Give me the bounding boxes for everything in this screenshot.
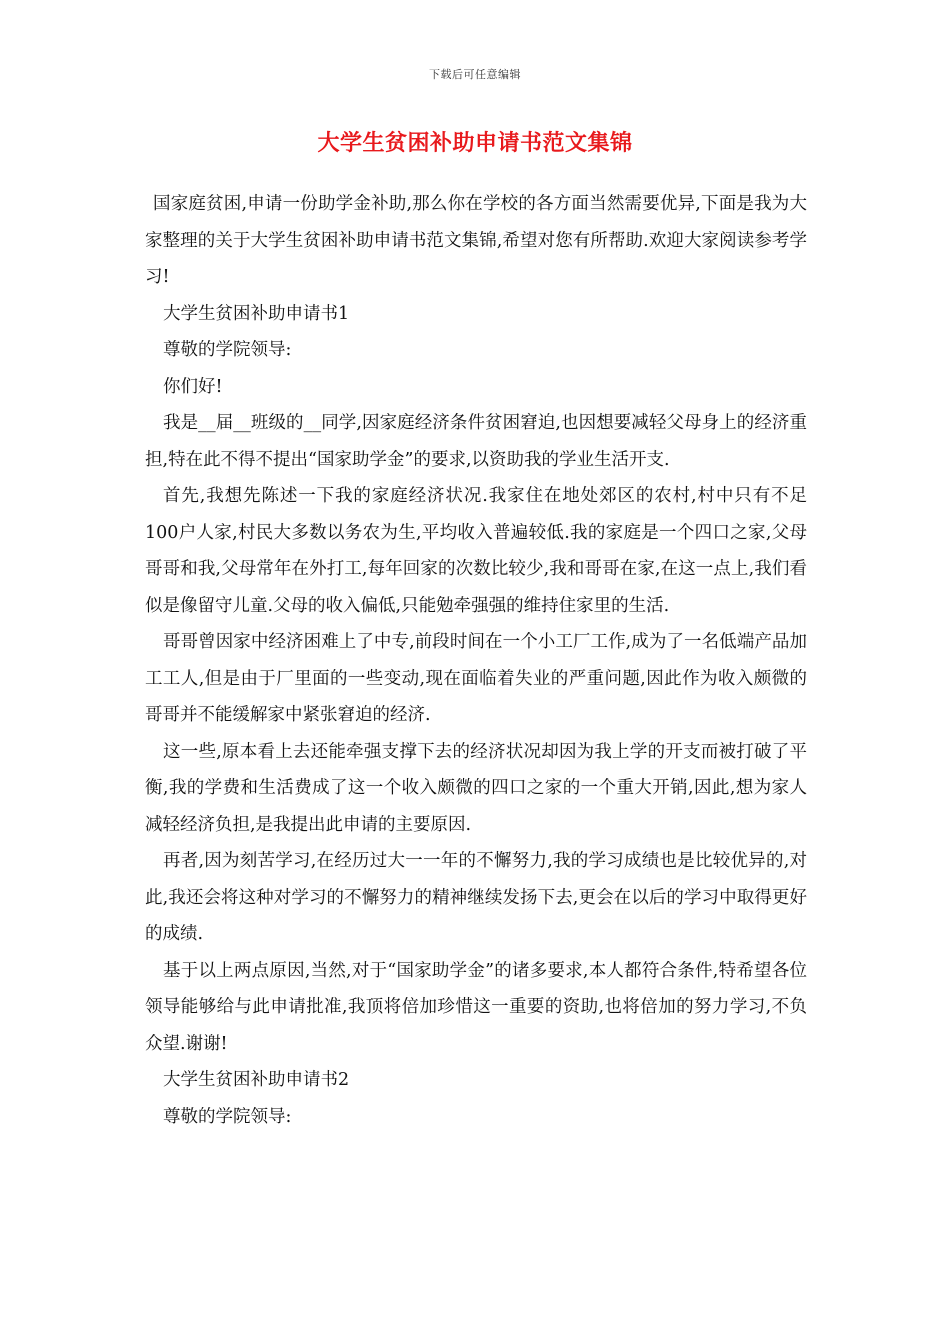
letter-2-heading: 大学生贫困补助申请书2	[163, 1070, 350, 1090]
letter-2-salutation: 尊敬的学院领导:	[163, 1106, 292, 1127]
letter-1-paragraph: 哥哥曾因家中经济困难上了中专,前段时间在一个小工厂工作,成为了一名低端产品加工工人,但是由于厂里面的一些变动,现在面临着失业的严重问题,因此作为收入颇微的哥哥并不能缓解家中紧张窘迫的经济.	[145, 632, 807, 725]
intro-paragraph: 国家庭贫困,申请一份助学金补助,那么你在学校的各方面当然需要优异,下面是我为大家整理的关于大学生贫困补助申请书范文集锦,希望对您有所帮助.欢迎大家阅读参考学习!	[145, 194, 807, 287]
letter-1-paragraph: 这一些,原本看上去还能牵强支撑下去的经济状况却因为我上学的开支而被打破了平衡,我的学费和生活费成了这一个收入颇微的四口之家的一个重大开销,因此,想为家人减轻经济负担,是我提出此申请的主要原因.	[145, 741, 807, 835]
letter-1-paragraph: 我是__届__班级的__同学,因家庭经济条件贫困窘迫,也因想要减轻父母身上的经济重担,特在此不得不提出“国家助学金”的要求,以资助我的学业生活开支.	[145, 413, 807, 470]
page-header-note: 下载后可任意编辑	[429, 68, 521, 81]
letter-1-heading: 大学生贫困补助申请书1	[163, 303, 350, 324]
document-title: 大学生贫困补助申请书范文集锦	[317, 130, 633, 156]
letter-1-paragraph: 再者,因为刻苦学习,在经历过大一一年的不懈努力,我的学习成绩也是比较优异的,对此,我还会将这种对学习的不懈努力的精神继续发扬下去,更会在以后的学习中取得更好的成绩.	[145, 851, 807, 944]
document-body	[145, 186, 807, 1135]
letter-1-salutation: 尊敬的学院领导:	[163, 340, 292, 360]
letter-1-greeting: 你们好!	[163, 376, 223, 397]
letter-1-closing-paragraph: 基于以上两点原因,当然,对于“国家助学金”的诸多要求,本人都符合条件,特希望各位领导能够给与此申请批准,我顶将倍加珍惜这一重要的资助,也将倍加的努力学习,不负众望.谢谢!	[145, 960, 807, 1054]
letter-1-paragraph: 首先,我想先陈述一下我的家庭经济状况.我家住在地处郊区的农村,村中只有不足100户人家,村民大多数以务农为生,平均收入普遍较低.我的家庭是一个四口之家,父母哥哥和我,父母常年在外打工,每年回家的次数比较少,我和哥哥在家,在这一点上,我们看似是像留守儿童.父母的收入偏低,只能勉牵强强的维持住家里的生活.	[145, 486, 807, 616]
